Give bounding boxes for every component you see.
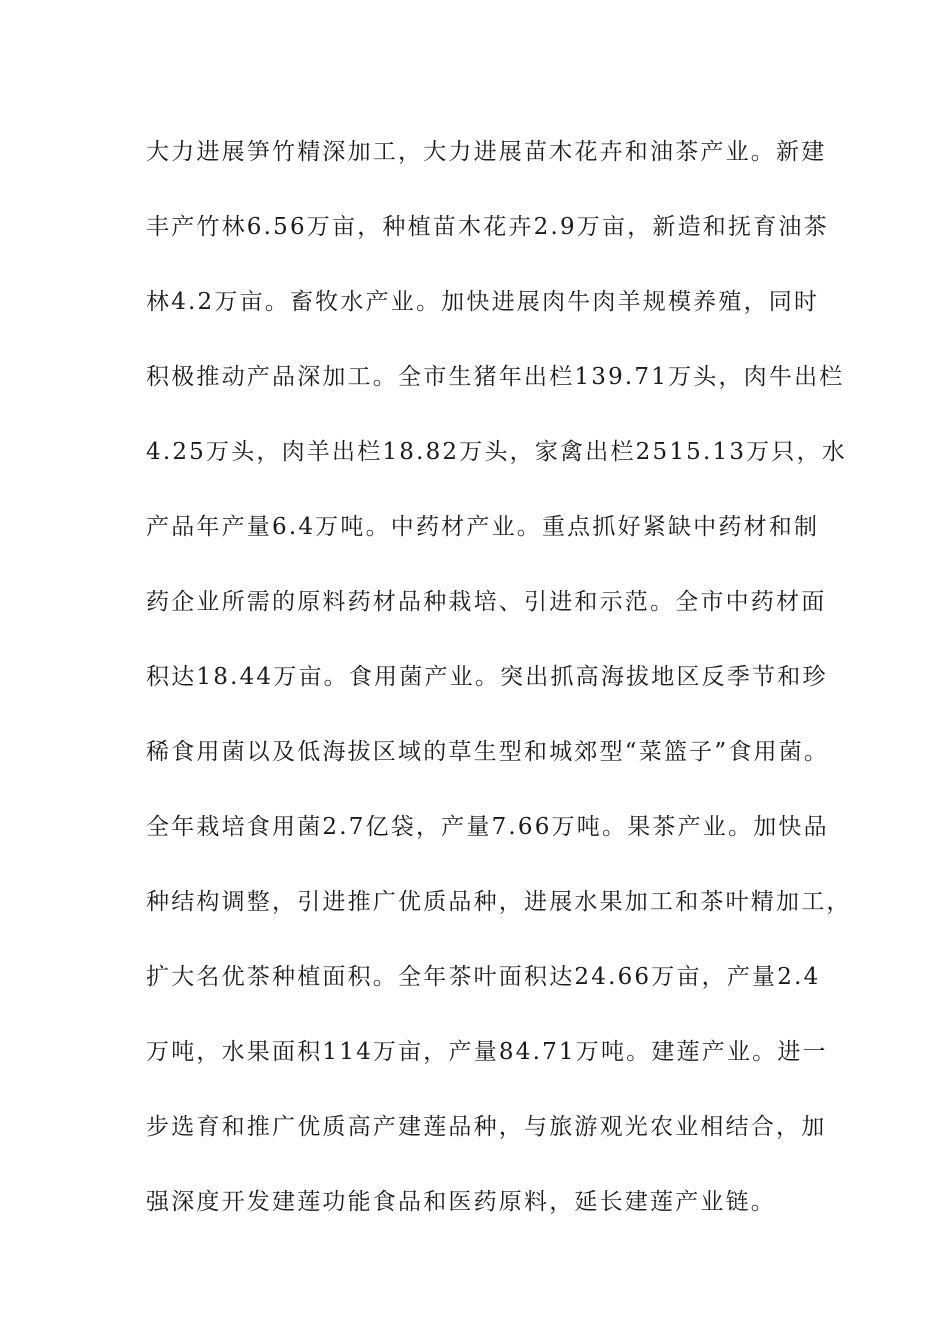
text-line: 万吨，水果面积114万亩，产量84.71万吨。建莲产业。进一 [146, 1039, 828, 1065]
text-line: 产品年产量6.4万吨。中药材产业。重点抓好紧缺中药材和制 [146, 514, 820, 540]
text-line: 稀食用菌以及低海拔区域的草生型和城郊型“菜篮子”食用菌。 [146, 739, 830, 765]
text-line: 种结构调整，引进推广优质品种，进展水果加工和茶叶精加工， [146, 889, 852, 915]
body-paragraph [146, 132, 852, 1257]
text-line: 药企业所需的原料药材品种栽培、引进和示范。全市中药材面 [146, 589, 827, 615]
text-line: 积极推动产品深加工。全市生猪年出栏139.71万头，肉牛出栏 [146, 364, 845, 390]
text-line: 强深度开发建莲功能食品和医药原料，延长建莲产业链。 [146, 1189, 776, 1215]
text-line: 积达18.44万亩。食用菌产业。突出抓高海拔地区反季节和珍 [146, 664, 828, 690]
text-line: 扩大名优茶种植面积。全年茶叶面积达24.66万亩，产量2.4 [146, 964, 821, 990]
text-line: 步选育和推广优质高产建莲品种，与旅游观光农业相结合，加 [146, 1114, 827, 1140]
text-line: 4.25万头，肉羊出栏18.82万头，家禽出栏2515.13万只，水 [146, 439, 847, 465]
text-line: 丰产竹林6.56万亩，种植苗木花卉2.9万亩，新造和抚育油茶 [146, 214, 829, 240]
text-line: 全年栽培食用菌2.7亿袋，产量7.66万吨。果茶产业。加快品 [146, 814, 829, 840]
text-line: 林4.2万亩。畜牧水产业。加快进展肉牛肉羊规模养殖，同时 [146, 289, 820, 315]
text-line: 大力进展笋竹精深加工，大力进展苗木花卉和油茶产业。新建 [146, 139, 827, 165]
